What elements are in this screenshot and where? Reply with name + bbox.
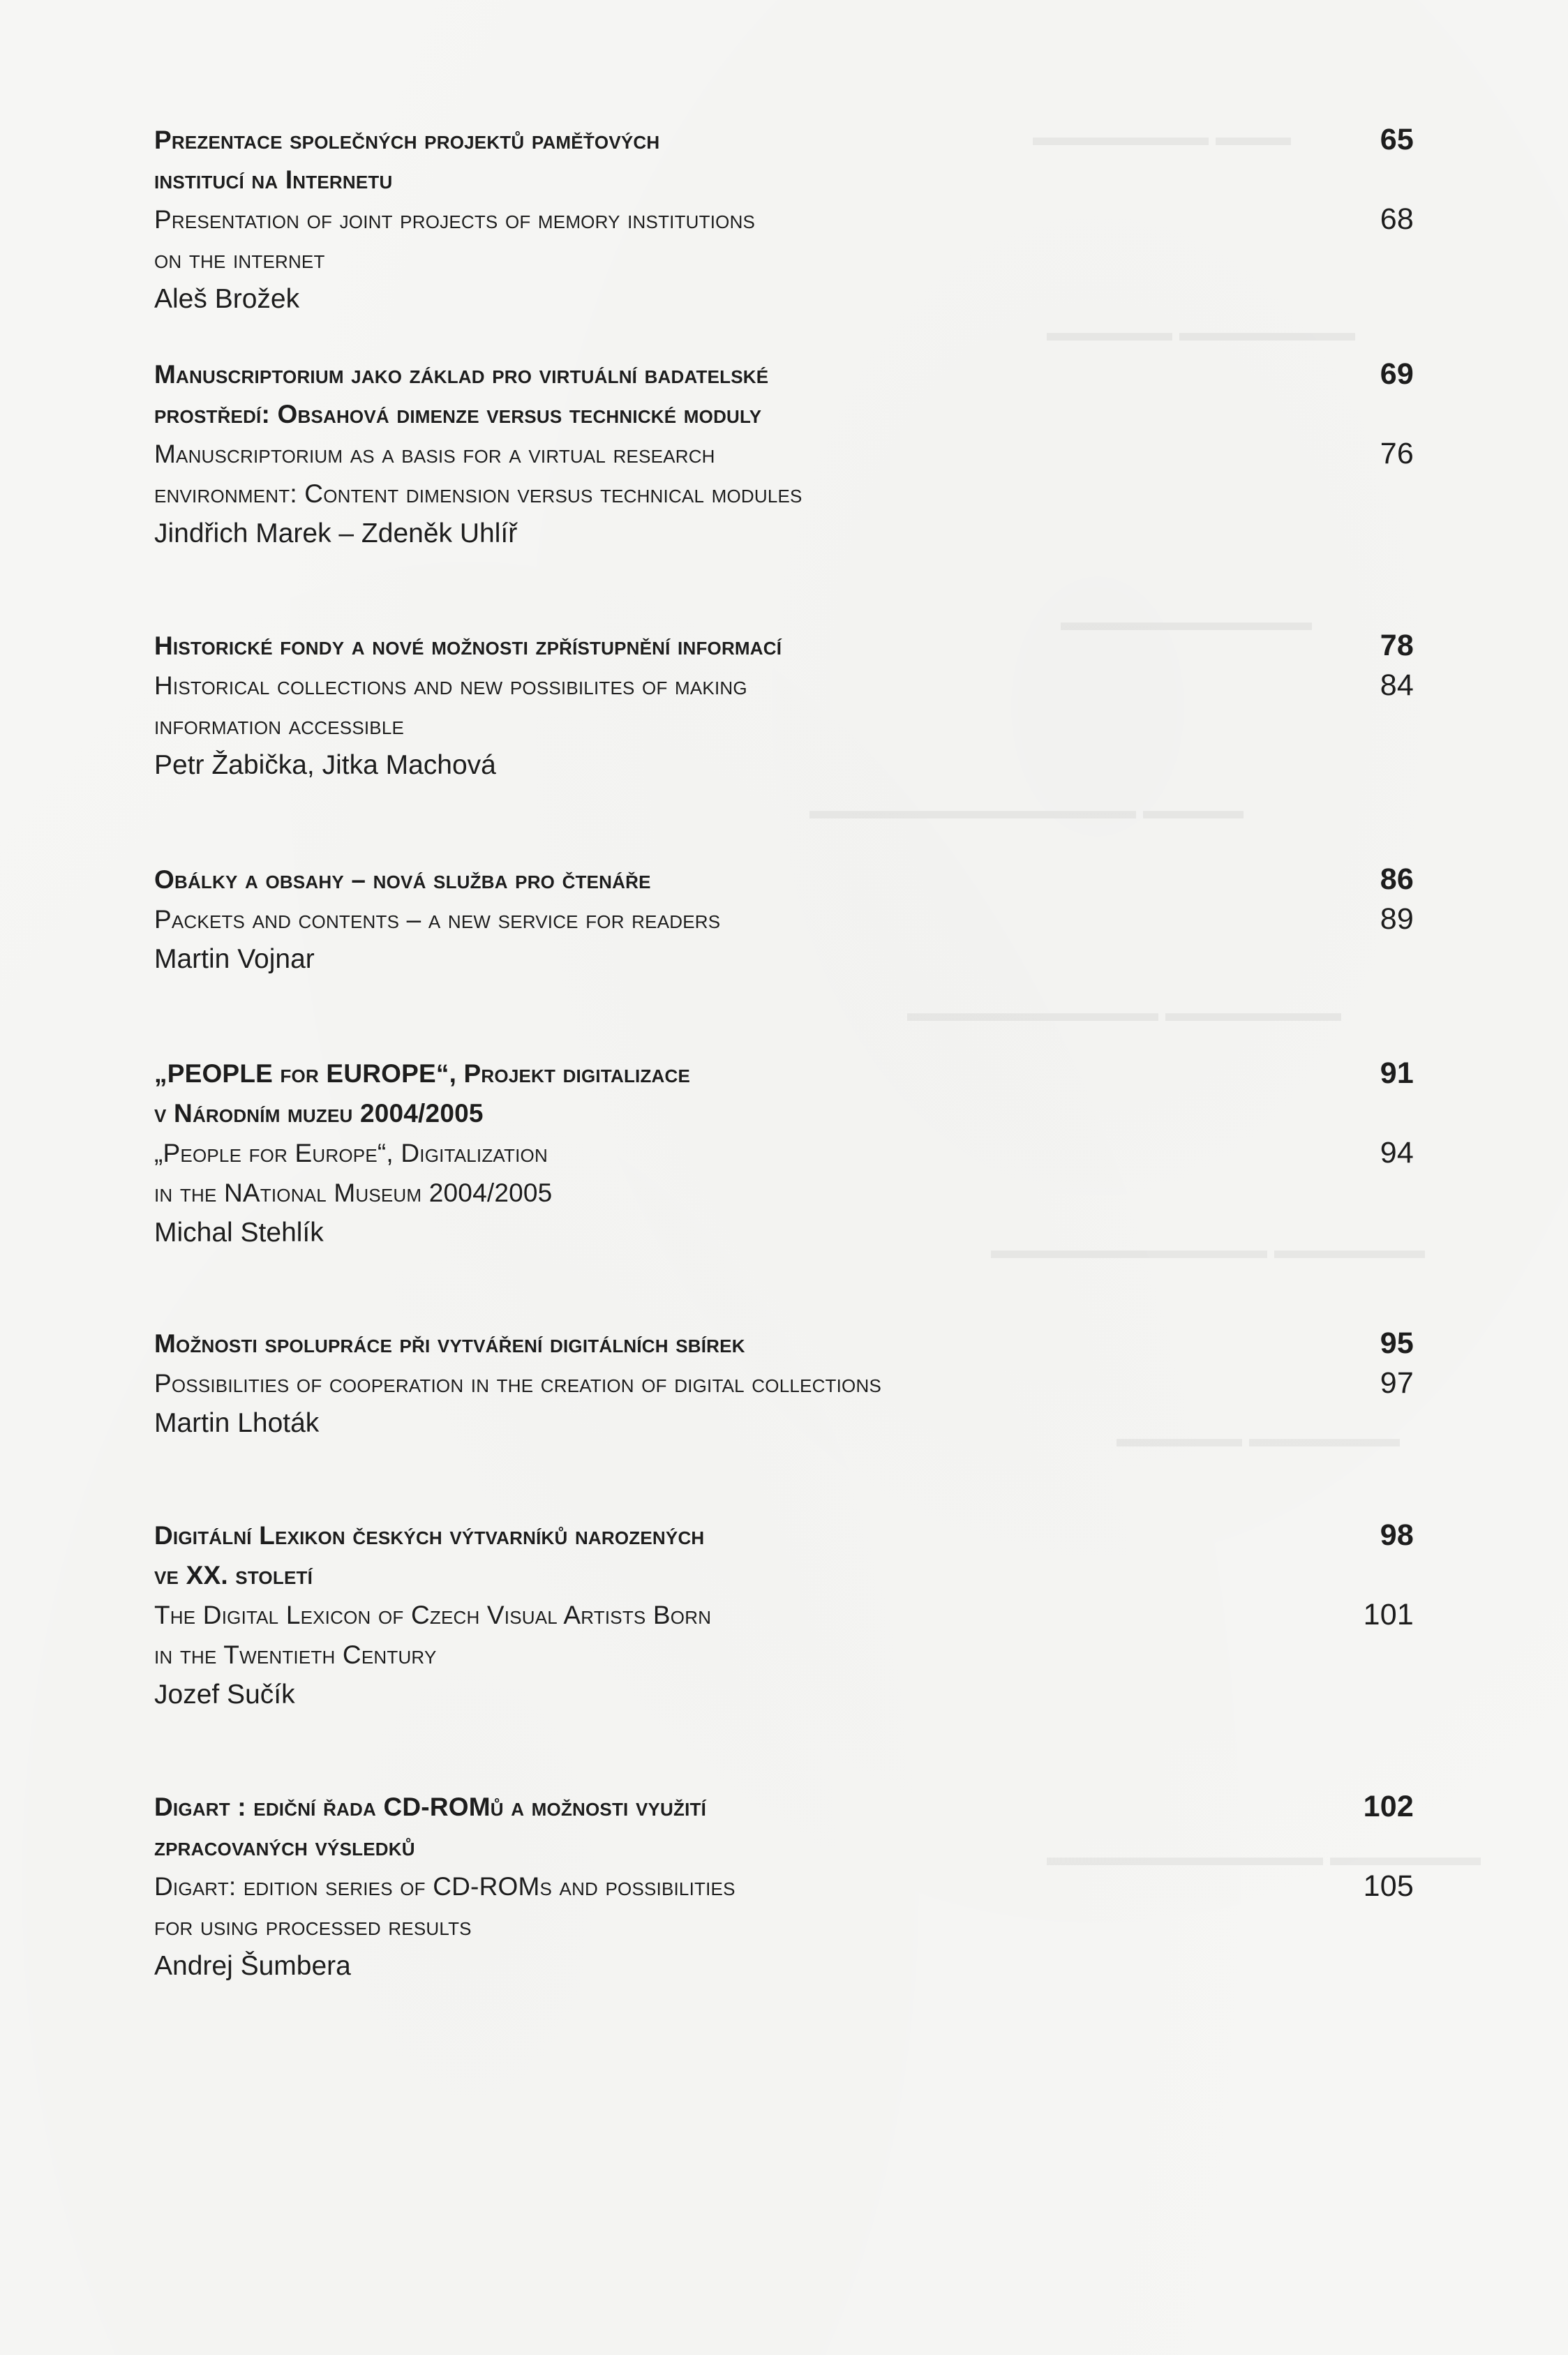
english-title-line: Historical collections and new possibilites of making 84 xyxy=(154,666,1414,705)
czech-title-line: zpracovaných výsledků xyxy=(154,1832,415,1861)
czech-title-line: Obálky a obsahy – nová služba pro čtenáře 86 xyxy=(154,860,1414,899)
czech-title-line: ve XX. století xyxy=(154,1561,313,1590)
page-number-english: 76 xyxy=(1380,437,1414,470)
author: Jindřich Marek – Zdeněk Uhlíř xyxy=(154,518,518,548)
toc-entry xyxy=(154,120,1414,319)
page-number-english: 105 xyxy=(1363,1869,1414,1903)
author: Petr Žabička, Jitka Machová xyxy=(154,750,496,780)
english-title-line: Possibilities of cooperation in the creation of digital collections 97 xyxy=(154,1363,1414,1403)
english-title-line: Presentation of joint projects of memory institutions 68 xyxy=(154,200,1414,239)
czech-title-line: Digitální Lexikon českých výtvarníků narozených 98 xyxy=(154,1516,1414,1555)
author: Aleš Brožek xyxy=(154,284,300,314)
show-through-decoration: ▬▬▬▬▬▬ ▬▬▬▬▬▬▬▬▬▬▬ xyxy=(1047,1842,1481,1871)
page-number-czech: 91 xyxy=(1380,1056,1414,1090)
czech-title-line: „PEOPLE for EUROPE“, Projekt digitalizace 91 xyxy=(154,1054,1414,1093)
author: Michal Stehlík xyxy=(154,1218,324,1248)
page-number-czech: 78 xyxy=(1380,629,1414,662)
czech-title-line: prostředí: Obsahová dimenze versus technické moduly xyxy=(154,400,762,428)
author: Andrej Šumbera xyxy=(154,1951,351,1981)
english-title-line: in the NAtional Museum 2004/2005 xyxy=(154,1179,553,1207)
author: Martin Lhoták xyxy=(154,1408,320,1438)
show-through-decoration: ▬▬▬▬ ▬▬▬▬▬▬▬▬▬▬▬▬▬ xyxy=(809,795,1244,824)
page-number-czech: 95 xyxy=(1380,1326,1414,1360)
show-through-decoration: ▬▬▬▬▬▬▬▬▬▬ xyxy=(1061,607,1312,636)
czech-title-line: v Národním muzeu 2004/2005 xyxy=(154,1099,484,1128)
czech-title-line: Možnosti spolupráce při vytváření digitálních sbírek 95 xyxy=(154,1324,1414,1363)
czech-title-line: Historické fondy a nové možnosti zpřístupnění informací 78 xyxy=(154,626,1414,666)
page-number-english: 101 xyxy=(1363,1598,1414,1631)
czech-title-line: institucí na Internetu xyxy=(154,165,393,194)
english-title-line: Digart: edition series of CD-ROMs and possibilities 105 xyxy=(154,1867,1414,1906)
show-through-decoration: ▬▬▬ ▬▬▬▬▬▬▬ xyxy=(1033,122,1292,151)
english-title-line: information accessible xyxy=(154,711,405,740)
show-through-decoration: ▬▬▬▬▬▬ ▬▬▬▬▬ xyxy=(1117,1423,1401,1452)
toc-entry xyxy=(154,354,1414,553)
toc-entry xyxy=(154,1516,1414,1714)
page-number-english: 89 xyxy=(1380,902,1414,936)
page-number-czech: 69 xyxy=(1380,357,1414,391)
toc-entry xyxy=(154,1324,1414,1443)
toc-entry xyxy=(154,626,1414,785)
page-number-czech: 98 xyxy=(1380,1518,1414,1552)
page-number-english: 97 xyxy=(1380,1366,1414,1400)
english-title-line: The Digital Lexicon of Czech Visual Artists Born 101 xyxy=(154,1595,1414,1635)
english-title-line: Packets and contents – a new service for readers 89 xyxy=(154,899,1414,939)
page-number-czech: 102 xyxy=(1363,1790,1414,1823)
english-title-line: environment: Content dimension versus technical modules xyxy=(154,479,802,508)
english-title-line: Manuscriptorium as a basis for a virtual research 76 xyxy=(154,434,1414,474)
czech-title-line: Digart : ediční řada CD-ROMů a možnosti využití 102 xyxy=(154,1787,1414,1827)
show-through-decoration: ▬▬▬▬▬▬▬ ▬▬▬▬▬▬▬▬▬▬ xyxy=(907,998,1342,1026)
czech-title-line: Manuscriptorium jako základ pro virtuální badatelské 69 xyxy=(154,354,1414,394)
english-title-line: on the internet xyxy=(154,245,325,274)
page-number-czech: 65 xyxy=(1380,123,1414,156)
show-through-decoration: ▬▬▬▬▬▬ ▬▬▬▬▬▬▬▬▬▬▬ xyxy=(991,1235,1426,1264)
toc-entry xyxy=(154,860,1414,979)
english-title-line: for using processed results xyxy=(154,1912,472,1941)
czech-title-line: Prezentace společných projektů paměťových 65 xyxy=(154,120,1414,160)
author: Jozef Sučík xyxy=(154,1680,295,1710)
page-number-english: 94 xyxy=(1380,1136,1414,1169)
toc-entry xyxy=(154,1054,1414,1253)
page-number-english: 68 xyxy=(1380,202,1414,236)
author: Martin Vojnar xyxy=(154,944,315,974)
toc-entry xyxy=(154,1787,1414,1986)
show-through-decoration: ▬▬▬▬▬▬▬ ▬▬▬▬▬ xyxy=(1047,317,1356,346)
page-number-english: 84 xyxy=(1380,668,1414,702)
english-title-line: „People for Europe“, Digitalization 94 xyxy=(154,1133,1414,1173)
page-number-czech: 86 xyxy=(1380,862,1414,896)
english-title-line: in the Twentieth Century xyxy=(154,1640,437,1669)
